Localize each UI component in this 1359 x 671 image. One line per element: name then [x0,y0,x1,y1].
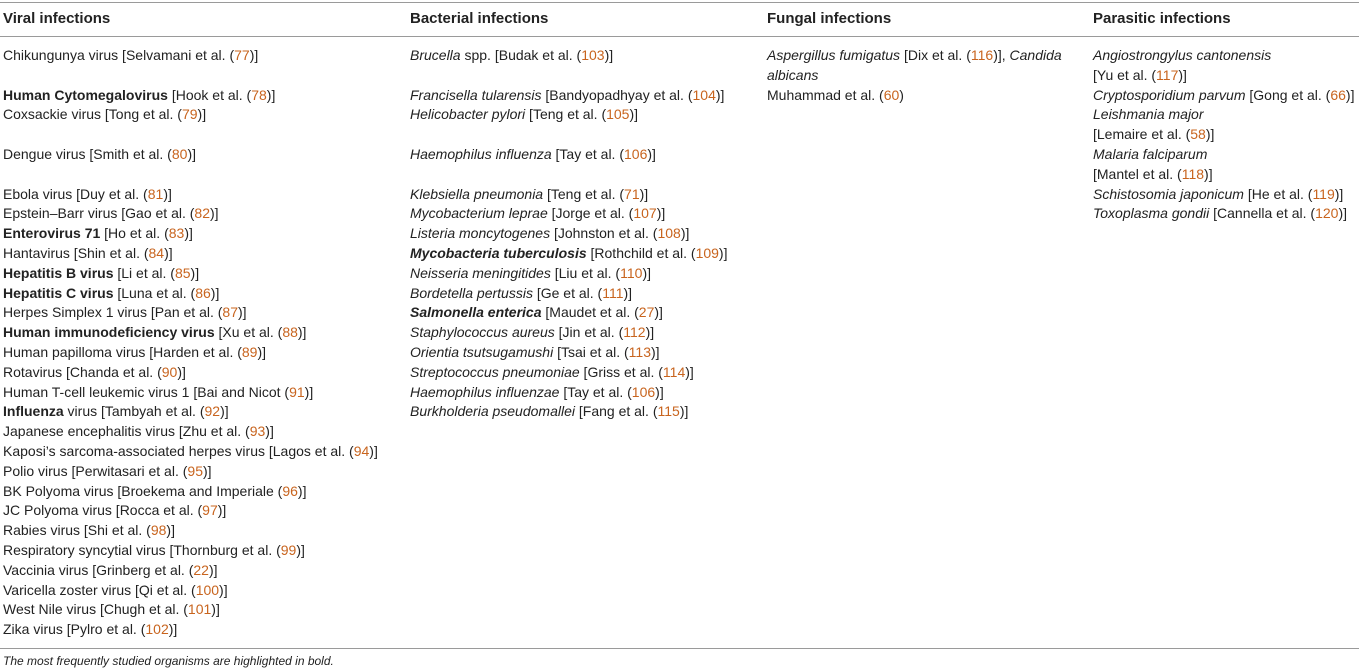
entry-text: Coxsackie virus [Tong et al. ( [3,106,182,123]
entry-text: Mycobacteria tuberculosis [410,245,587,261]
reference-link[interactable]: 77 [234,47,250,63]
entry-text: )] [297,482,307,499]
entry-text: )] [369,443,378,459]
reference-link[interactable]: 85 [174,264,191,281]
bacterial-entry [410,104,638,124]
reference-link[interactable]: 103 [581,47,605,63]
entry-text: Malaria falciparum [1093,146,1208,162]
viral-entry [3,223,193,243]
reference-link[interactable]: 87 [222,304,238,321]
entry-text: )] [642,264,651,281]
entry-text: )] [629,106,639,123]
entry-text: JC Polyoma virus [Rocca et al. ( [3,502,203,519]
viral-entry [3,85,275,105]
reference-link[interactable]: 110 [620,264,643,281]
entry-text: Epstein–Barr virus [Gao et al. ( [3,205,195,222]
entry-text: Burkholderia pseudomallei [410,403,575,420]
entry-text: )] [304,383,314,400]
viral-entry [3,401,229,421]
entry-text: Salmonella enterica [410,304,542,321]
entry-text: [Johnston et al. ( [550,225,658,242]
bacterial-entry [410,85,724,105]
entry-text: [Tsai et al. ( [553,344,629,360]
entry-text: )] [187,146,196,162]
reference-link[interactable]: 86 [195,284,211,301]
bacterial-entry [410,401,688,421]
table-header-rule [0,36,1359,37]
entry-text: [Liu et al. ( [550,264,621,281]
viral-entry [3,421,274,441]
entry-text: )] [177,363,186,380]
entry-text: )] [1178,66,1187,83]
viral-entry [3,580,228,600]
viral-entry [3,362,186,382]
reference-link[interactable]: 81 [147,185,164,202]
entry-text: )] [219,581,228,598]
entry-text: ) [899,86,904,103]
reference-link[interactable]: 27 [638,304,655,321]
entry-text: Human papilloma virus [Harden et al. ( [3,344,242,360]
entry-text: Orientia tsutsugamushi [410,344,554,360]
reference-link[interactable]: 117 [1156,66,1179,83]
reference-link[interactable]: 107 [633,205,657,222]
entry-text: Leishmania major [1093,106,1204,123]
bacterial-entry [410,382,664,402]
reference-link[interactable]: 114 [662,363,686,380]
entry-text: [He et al. ( [1243,185,1313,202]
entry-text: )] [654,304,663,321]
entry-text: Herpes Simplex 1 virus [Pan et al. ( [3,304,223,321]
viral-entry [3,144,196,164]
header-bacterial: Bacterial infections [410,10,549,27]
reference-link[interactable]: 111 [602,284,624,301]
reference-link[interactable]: 94 [353,443,370,459]
entry-text: Schistosomia japonicum [1093,185,1244,202]
entry-text: Candida albicans [767,47,1062,83]
entry-text: [Cannella et al. ( [1209,205,1316,222]
entry-text: [Teng et al. ( [525,106,607,123]
reference-link[interactable]: 82 [194,205,210,222]
parasitic-entry [1093,144,1207,164]
entry-text: [Gong et al. ( [1245,86,1331,103]
entry-text: )] [164,245,173,261]
reference-link[interactable]: 91 [289,383,305,400]
entry-text: )] [604,47,614,63]
table-footnote: The most frequently studied organisms are highlighted in bold. [3,654,334,668]
entry-text: Klebsiella pneumonia [410,185,544,202]
entry-text: [Teng et al. ( [543,185,625,202]
entry-text: )] [166,522,175,539]
parasitic-entry [1093,184,1343,204]
entry-text: )] [217,502,227,519]
viral-entry [3,263,199,283]
viral-entry [3,243,173,263]
reference-link[interactable]: 99 [280,542,297,558]
parasitic-entry [1093,104,1204,124]
entry-text: )] [1205,126,1215,143]
entry-text: Hepatitis B virus [3,264,114,281]
reference-link[interactable]: 79 [181,106,198,123]
entry-text: )] [202,462,212,479]
entry-text: Hepatitis C virus [3,284,114,301]
entry-text: Brucella [410,47,461,63]
table-top-rule [0,2,1359,3]
entry-text: [Griss et al. ( [579,363,663,380]
entry-text: Japanese encephalitis virus [Zhu et al. ( [3,423,250,440]
reference-link[interactable]: 78 [251,86,267,103]
viral-entry [3,461,212,481]
entry-text: )] [238,304,247,321]
reference-link[interactable]: 101 [187,601,212,618]
reference-link[interactable]: 102 [145,621,169,638]
reference-link[interactable]: 95 [187,462,203,479]
bacterial-entry [410,302,663,322]
bacterial-entry [410,283,632,303]
fungal-entry [767,85,904,105]
header-fungal: Fungal infections [767,10,892,27]
entry-text: )] [197,106,207,123]
bacterial-entry [410,322,654,342]
entry-text: [Bandyopadhyay et al. ( [541,86,693,103]
reference-link[interactable]: 96 [282,482,298,499]
entry-text: )] [211,601,220,618]
reference-link[interactable]: 100 [195,581,220,598]
entry-text: [Fang et al. ( [575,403,658,420]
entry-text: )] [715,86,725,103]
reference-link[interactable]: 115 [657,403,680,420]
bacterial-entry [410,263,651,283]
reference-link[interactable]: 66 [1330,86,1346,103]
entry-text: Vaccinia virus [Grinberg et al. ( [3,561,194,578]
entry-text: )] [718,245,728,261]
reference-link[interactable]: 120 [1315,205,1339,222]
entry-text: Influenza [3,403,64,420]
reference-link[interactable]: 83 [168,225,185,242]
entry-text: )] [249,47,259,63]
header-parasitic: Parasitic infections [1093,10,1231,27]
entry-text: West Nile virus [Chugh et al. ( [3,601,188,618]
table-bottom-rule [0,648,1359,649]
reference-link[interactable]: 93 [249,423,266,440]
entry-text: Angiostrongylus cantonensis [1093,47,1272,63]
entry-text: Mycobacterium leprae [410,205,548,222]
reference-link[interactable]: 71 [624,185,640,202]
entry-text: Helicobacter pylori [410,106,526,123]
entry-text: virus [Tambyah et al. ( [63,403,205,420]
entry-text: Francisella tularensis [410,86,542,103]
entry-text: Cryptosporidium parvum [1093,86,1246,103]
reference-link[interactable]: 104 [692,86,716,103]
entry-text: Bordetella pertussis [410,284,533,301]
reference-link[interactable]: 109 [695,245,719,261]
viral-entry [3,560,218,580]
entry-text: [Rothchild et al. ( [586,245,696,261]
bacterial-entry [410,144,656,164]
entry-text: [Maudet et al. ( [541,304,639,321]
entry-text: )] [210,205,219,222]
entry-text: Human T-cell leukemic virus 1 [Bai and Nicot ( [3,383,290,400]
entry-text: spp. [Budak et al. ( [460,47,582,63]
entry-text: Kaposi’s sarcoma-associated herpes virus [Lagos et al. ( [3,443,354,459]
entry-text: [Jin et al. ( [554,324,624,341]
entry-text: )] [1204,165,1213,182]
reference-link[interactable]: 118 [1181,165,1205,182]
reference-link[interactable]: 80 [171,146,188,162]
entry-text: Streptococcus pneumoniae [410,363,580,380]
entry-text: )] [685,363,694,380]
reference-link[interactable]: 89 [241,344,258,360]
entry-text: Ebola virus [Duy et al. ( [3,185,148,202]
entry-text: )] [163,185,172,202]
bacterial-entry [410,184,648,204]
entry-text: [Hook et al. ( [167,86,252,103]
entry-text: [Xu et al. ( [214,324,283,341]
viral-entry [3,619,177,639]
entry-text: Dengue virus [Smith et al. ( [3,146,172,162]
entry-text: )] [1345,86,1355,103]
viral-entry [3,302,247,322]
entry-text: Rabies virus [Shi et al. ( [3,522,151,539]
entry-text: [Tay et al. ( [559,383,632,400]
entry-text: )] [680,225,690,242]
viral-entry [3,342,266,362]
entry-text: )] [623,284,633,301]
entry-text: )] [296,542,305,558]
entry-text: )] [210,284,220,301]
entry-text: Chikungunya virus [Selvamani et al. ( [3,47,235,63]
entry-text: )] [655,383,664,400]
reference-link[interactable]: 113 [628,344,651,360]
entry-text: )] [184,225,193,242]
bacterial-entry [410,342,660,362]
parasitic-entry [1093,65,1187,85]
entry-text: )] [220,403,229,420]
reference-link[interactable]: 60 [883,86,900,103]
entry-text: )] [656,205,666,222]
entry-text: [Yu et al. ( [1093,66,1157,83]
parasitic-entry [1093,85,1354,105]
reference-link[interactable]: 88 [282,324,298,341]
entry-text: Neisseria meningitides [410,264,551,281]
viral-entry [3,481,306,501]
reference-link[interactable]: 106 [624,146,648,162]
bacterial-entry [410,243,727,263]
reference-link[interactable]: 98 [150,522,167,539]
reference-link[interactable]: 22 [193,561,209,578]
entry-text: [Li et al. ( [113,264,175,281]
entry-text: Zika virus [Pylro et al. ( [3,621,146,638]
entry-text: )] [297,324,307,341]
entry-text: Enterovirus 71 [3,225,101,242]
viral-entry [3,322,306,342]
entry-text: [Mantel et al. ( [1093,165,1182,182]
viral-entry [3,104,206,124]
reference-link[interactable]: 106 [631,383,656,400]
entry-text: )] [208,561,218,578]
entry-text: )] [650,344,660,360]
parasitic-entry [1093,45,1271,65]
reference-link[interactable]: 116 [970,47,994,63]
entry-text: BK Polyoma virus [Broekema and Imperiale ( [3,482,283,499]
viral-entry [3,184,172,204]
entry-text: Human Cytomegalovirus [3,86,168,103]
viral-entry [3,441,378,461]
viral-entry [3,599,220,619]
viral-entry [3,283,219,303]
viral-entry [3,520,175,540]
entry-text: )] [168,621,178,638]
reference-link[interactable]: 119 [1312,185,1335,202]
bacterial-entry [410,45,613,65]
header-viral: Viral infections [3,10,111,27]
entry-text: Human immunodeficiency virus [3,324,215,341]
reference-link[interactable]: 97 [202,502,218,519]
entry-text: Respiratory syncytial virus [Thornburg et al. ( [3,542,281,558]
entry-text: Varicella zoster virus [Qi et al. ( [3,581,196,598]
entry-text: )] [647,146,656,162]
entry-text: [Ge et al. ( [532,284,603,301]
reference-link[interactable]: 108 [657,225,681,242]
bacterial-entry [410,223,689,243]
reference-link[interactable]: 112 [623,324,646,341]
viral-entry [3,203,219,223]
viral-entry [3,45,258,65]
entry-text: [Ho et al. ( [100,225,169,242]
reference-link[interactable]: 92 [204,403,221,420]
entry-text: )], [993,47,1010,63]
entry-text: Listeria moncytogenes [410,225,551,242]
entry-text: Staphylococcus aureus [410,324,555,341]
entry-text: )] [639,185,649,202]
entry-text: [Luna et al. ( [113,284,196,301]
parasitic-entry [1093,124,1214,144]
reference-link[interactable]: 58 [1190,126,1206,143]
entry-text: )] [1334,185,1344,202]
entry-text: [Lemaire et al. ( [1093,126,1191,143]
viral-entry [3,540,305,560]
entry-text: Toxoplasma gondii [1093,205,1210,222]
viral-entry [3,500,226,520]
viral-entry [3,382,313,402]
entry-text: [Dix et al. ( [900,47,971,63]
entry-text: Muhammad et al. ( [767,86,884,103]
parasitic-entry [1093,203,1347,223]
entry-text: )] [257,344,267,360]
entry-text: Rotavirus [Chanda et al. ( [3,363,162,380]
entry-text: )] [679,403,689,420]
parasitic-entry [1093,164,1213,184]
reference-link[interactable]: 90 [161,363,178,380]
entry-text: )] [645,324,655,341]
reference-link[interactable]: 84 [148,245,165,261]
entry-text: Hantavirus [Shin et al. ( [3,245,149,261]
bacterial-entry [410,362,694,382]
entry-text: )] [266,86,276,103]
fungal-entry [767,45,1067,85]
reference-link[interactable]: 105 [606,106,630,123]
bacterial-entry [410,203,665,223]
entry-text: )] [190,264,200,281]
entry-text: Aspergillus fumigatus [767,47,901,63]
entry-text: )] [1338,205,1347,222]
entry-text: [Tay et al. ( [551,146,624,162]
entry-text: Haemophilus influenzae [410,383,560,400]
entry-text: )] [265,423,274,440]
entry-text: Haemophilus influenza [410,146,552,162]
entry-text: Polio virus [Perwitasari et al. ( [3,462,188,479]
entry-text: [Jorge et al. ( [547,205,634,222]
